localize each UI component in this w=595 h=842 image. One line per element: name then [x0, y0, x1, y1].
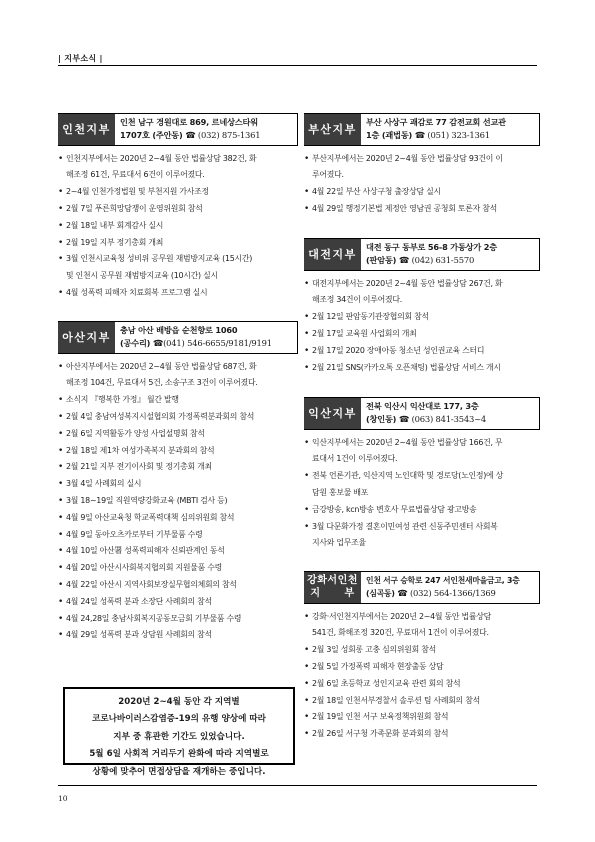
office-daejeon [304, 238, 540, 376]
office-phone: ☎ (063) 841-3543~4 [398, 414, 487, 425]
list-item: • 3월 18~19일 직원역량강화교육 (MBTI 검사 등) [58, 493, 298, 510]
list-item: • 4월 성폭력 피해자 치료회복 프로그램 실시 [58, 285, 298, 302]
list-item: • 4월 9일 동아오츠카로부터 기부물품 수령 [58, 527, 298, 544]
list-item: • 2월 19일 지부 정기총회 개최 [58, 235, 298, 252]
office-title-bar [58, 321, 298, 354]
office-name: 대전지부 [304, 239, 361, 270]
office-address: 대전 동구 동부로 56-8 가동상가 2층 (판암동) ☎ (042) 631-5570 [366, 242, 497, 266]
list-item: • 4월 29일 행정기본법 제정안 영남권 공청회 토론자 참석 [304, 201, 540, 218]
office-title-bar [304, 238, 540, 271]
list-item: • 2월 17일 2020 장애아동 청소년 성인권교육 스터디 [304, 343, 540, 360]
office-name: 익산지부 [304, 398, 361, 429]
office-phone: ☎ (032) 875-1361 [185, 130, 261, 141]
office-address: 충남 아산 배방읍 순천향로 1060 (공수리) ☎(041) 546-6655/9181/9191 [120, 325, 272, 349]
office-phone: ☎ (042) 631-5570 [398, 255, 475, 266]
list-item: • 2월 21일 지부 전기이사회 및 정기총회 개최 [58, 459, 298, 476]
office-iksan [304, 397, 540, 552]
list-item-continued: 해조정 34건이 이루어졌다. [312, 295, 403, 305]
list-item: • 2월 18일 제1차 여성가족복지 분과회의 참석 [58, 443, 298, 460]
list-item: • 전북 언론기관, 익산지역 노인대학 및 경로당(노인정)에 상 [304, 468, 540, 485]
office-activity-list [304, 151, 540, 218]
office-address: 인천 남구 경원대로 869, 르네상스타워 1707호 (주안동) ☎ (032) 875-1361 [120, 117, 261, 141]
office-incheon [58, 113, 298, 302]
list-item: • 4월 20일 아산시사회복지협의회 지원물품 수령 [58, 560, 298, 577]
office-phone: ☎ (032) 564-1366/1369 [397, 588, 496, 599]
list-item-continued: 541건, 화해조정 320건, 무료대서 1건이 이루어졌다. [312, 628, 489, 638]
list-item: • 3월 인천시교육청 성비위 공무원 재범방지교육 (15시간) [58, 251, 298, 268]
list-item: • 2월 7일 푸른희망담쟁이 운영위원회 참석 [58, 201, 298, 218]
office-address: 인천 서구 승학로 247 서인천새마을금고, 3층 (심곡동) ☎ (032) 564-1366/1369 [366, 576, 520, 599]
office-activity-list [58, 151, 298, 302]
office-name: 인천지부 [58, 114, 115, 145]
list-item-continued: 해조정 104건, 무료대서 5건, 소송구조 3건이 이루어졌다. [66, 378, 258, 388]
office-name: 부산지부 [304, 114, 361, 145]
office-phone: ☎ (051) 323-1361 [414, 130, 490, 141]
list-item: • 4월 9일 아산교육청 학교폭력대책 심의위원회 참석 [58, 510, 298, 527]
office-title-bar [304, 571, 540, 604]
office-asan [58, 321, 298, 644]
list-item: • 강화·서인천지부에서는 2020년 2~4월 동안 법률상담 [304, 609, 540, 626]
closure-notice-box [63, 687, 295, 777]
office-address: 전북 익산시 익산대로 177, 3층 (창인동) ☎ (063) 841-3543~4 [366, 401, 487, 425]
list-item: • 2월 21일 SNS(카카오톡 오픈채팅) 법률상담 서비스 개시 [304, 360, 540, 377]
footer-divider [58, 785, 537, 786]
office-activity-list [304, 276, 540, 377]
page-number: 10 [58, 794, 68, 803]
notice-line: 상황에 맞추어 면접상담을 재개하는 중입니다. [92, 766, 266, 777]
office-busan [304, 113, 540, 218]
list-item: • 2월 5일 가정폭력 피해자 현장출동 상담 [304, 659, 540, 676]
office-phone: ☎(041) 546-6655/9181/9191 [152, 338, 272, 349]
list-item: • 인천지부에서는 2020년 2~4월 동안 법률상담 382건, 화 [58, 151, 298, 168]
list-item: • 2월 6일 초등학교 성인지교육 관련 회의 참석 [304, 676, 540, 693]
list-item: • 2~4월 인천가정법원 및 부천지원 가사조정 [58, 184, 298, 201]
list-item-continued: 담원 홍보물 배포 [312, 487, 369, 497]
list-item: • 소식지 『행복한 가정』 월간 발행 [58, 392, 298, 409]
list-item: • 부산지부에서는 2020년 2~4월 동안 법률상담 93건이 이 [304, 151, 540, 168]
office-title-bar [304, 113, 540, 146]
office-activity-list [58, 359, 298, 645]
list-item: • 4월 22일 아산시 지역사회보장실무협의체회의 참석 [58, 577, 298, 594]
office-activity-list [304, 609, 540, 743]
list-item: • 대전지부에서는 2020년 2~4월 동안 법률상담 267건, 화 [304, 276, 540, 293]
office-ganghwa-seoincheon [304, 571, 540, 743]
list-item: • 4월 22일 부산 사상구청 출장상담 실시 [304, 184, 540, 201]
list-item-continued: 해조정 61건, 무료대서 6건이 이루어졌다. [66, 170, 205, 180]
office-title-bar [304, 397, 540, 430]
list-item-continued: 지사와 업무조율 [312, 538, 366, 548]
notice-line: 2020년 2~4월 동안 각 지역별 [118, 697, 240, 707]
list-item: • 익산지부에서는 2020년 2~4월 동안 법률상담 166건, 무 [304, 435, 540, 452]
notice-line: 지부 중 휴관한 기간도 있었습니다. [113, 731, 245, 742]
list-item-continued: 루어졌다. [312, 170, 344, 180]
notice-line: 5월 6일 사회적 거리두기 완화에 따라 지역별로 [89, 749, 269, 760]
office-name: 아산지부 [58, 322, 115, 353]
list-item: • 2월 4일 충남여성복지시설협의회 가정폭력분과회의 참석 [58, 409, 298, 426]
list-item: • 2월 12일 판암동기관장협의회 참석 [304, 309, 540, 326]
list-item: • 2월 18일 내부 회계감사 실시 [58, 218, 298, 235]
list-item: • 금강방송, kcn방송 변호사 무료법률상담 광고방송 [304, 502, 540, 519]
section-header: | 지부소식 | [58, 54, 103, 63]
list-item: • 2월 18일 인천서부경찰서 솔루션 팀 사례회의 참석 [304, 693, 540, 710]
list-item: • 2월 3일 성회롱 고충 심의위원회 참석 [304, 642, 540, 659]
notice-line: 코로나바이러스감염증-19의 유행 양상에 따라 [92, 714, 266, 725]
office-title-bar [58, 113, 298, 146]
list-item: • 4월 29일 성폭력 분과 상담원 사례회의 참석 [58, 627, 298, 644]
office-activity-list [304, 435, 540, 553]
list-item: • 2월 19일 인천 서구 보육정책위원회 참석 [304, 709, 540, 726]
list-item: • 4월 24,28일 충남사회복지공동모금회 기부물품 수령 [58, 611, 298, 628]
header-divider [58, 65, 537, 66]
office-address: 부산 사상구 괘감로 77 감전교회 선교관 1층 (괘법동) ☎ (051) 323-1361 [366, 117, 506, 141]
list-item: • 3월 다문화가정 결혼이민여성 관련 신동주민센터 사회복 [304, 519, 540, 536]
list-item-continued: 및 인천시 공무원 재범방지교육 (10시간) 실시 [66, 271, 218, 281]
list-item: • 4월 10일 아산署 성폭력피해자 신뢰관계인 동석 [58, 543, 298, 560]
list-item: • 4월 24일 성폭력 분과 소장단 사례회의 참석 [58, 594, 298, 611]
list-item: • 2월 26일 서구청 가족문화 분과회의 참석 [304, 726, 540, 743]
list-item: • 2월 6일 지역활동가 양성 사업설명회 참석 [58, 426, 298, 443]
office-name: 강화서인천 지 부 [304, 572, 361, 603]
list-item: • 아산지부에서는 2020년 2~4월 동안 법률상담 687건, 화 [58, 359, 298, 376]
list-item: • 2월 17일 교육원 사업회의 개최 [304, 326, 540, 343]
list-item-continued: 료대서 1건이 이루어졌다. [312, 454, 398, 464]
list-item: • 3월 4일 사례회의 실시 [58, 476, 298, 493]
